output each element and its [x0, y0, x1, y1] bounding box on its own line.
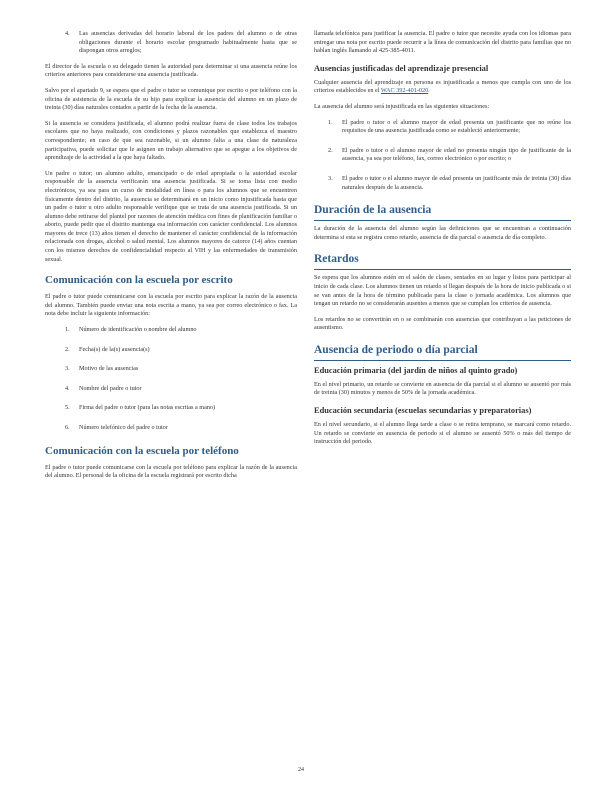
paragraph-text: Cualquier ausencia del aprendizaje en persona es injustificada a menos que cumpla con uno de los criterios establecidos en el	[314, 78, 571, 95]
list-text: Firma del padre o tutor (para las notas escritas a mano)	[79, 404, 216, 412]
list-number: 2.	[65, 345, 70, 353]
paragraph-elementary: En el nivel primario, un retardo se convierte en ausencia de día parcial si el alumno se ausentó por más de treinta (30) minutos y menos de 50% de la jornada académica.	[314, 380, 571, 397]
list-item	[314, 119, 571, 136]
list-text: Número de identificación o nombre del alumno	[79, 326, 197, 334]
heading-absence-duration: Duración de la ausencia	[314, 203, 571, 221]
heading-secondary: Educación secundaria (escuelas secundarias y preparatorias)	[314, 406, 532, 416]
list-text: Las ausencias derivadas del horario laboral de los padres del alumno o de otras obligaciones durante el horario escolar programado habitualmente hasta que se dispongan otros arreglos;	[79, 30, 297, 55]
list-item	[45, 365, 297, 374]
wac-link[interactable]: WAC 392-401-020	[380, 87, 429, 95]
list-item	[45, 346, 297, 355]
paragraph-text-end: .	[428, 87, 430, 95]
list-item	[45, 404, 297, 413]
list-item	[45, 326, 297, 335]
list-item	[314, 175, 571, 192]
list-text: Motivo de las ausencias	[79, 365, 139, 373]
paragraph-tardies: Se espera que los alumnos estén en el salón de clases, sentados en su lugar y listos para participar al inicio de cada clase. Los alumnos tienen un retardo si llegan después de la hora de inicio publicada o si se van antes de la hora de término publicada para la clase o jornada académica. Los alumnos que tengan un retardo no se considerarán ausentes a menos que se cumplan los criterios de ausencia.	[314, 274, 571, 308]
paragraph-written-note: El padre o tutor puede comunicarse con la escuela por escrito para explicar la razón de la ausencia del alumno. También puede enviar una nota escrita a mano, ya sea por correo electrónico o fax. La nota debe incluir la siguiente información:	[45, 293, 297, 318]
paragraph-phone-call: El padre o tutor puede comunicarse con la escuela por teléfono para explicar la razón de la ausencia del alumno. El personal de la oficina de la escuela registrará por escrito dicha	[45, 463, 297, 480]
paragraph-contact-attendance: Salvo por el apartado 9, se espera que el padre o tutor se comunique por escrito o por teléfono con la oficina de asistencia de la escuela de su hijo para explicar la ausencia del alumno en un plazo de treinta (30) días naturales contados a partir de la fecha de la ausencia.	[45, 86, 297, 112]
list-number: 1.	[328, 118, 333, 126]
heading-written-communication: Comunicación con la escuela por escrito	[45, 274, 233, 287]
heading-tardies: Retardos	[314, 252, 571, 270]
list-text: Fecha(s) de la(s) ausencia(s)	[79, 345, 150, 353]
list-item	[45, 385, 297, 394]
paragraph-unexcused-conditions: La ausencia del alumno será injustificada en las siguientes situaciones:	[314, 102, 490, 110]
paragraph-secondary: En el nivel secundario, si el alumno llega tarde a clase o se retira temprano, se marcará como retardo. Un retardo se convierte en ausencia de periodo si el alumno se ausentó 50% o más del tiempo de instrucción del periodo.	[314, 421, 571, 446]
list-text: El padre o tutor o el alumno mayor de edad presenta un justificante más de treinta (30) días naturales después de la ausencia.	[342, 174, 571, 191]
right-column	[314, 30, 571, 454]
list-number: 3.	[328, 174, 333, 182]
heading-elementary: Educación primaria (del jardín de niños al quinto grado)	[314, 365, 518, 375]
page-number: 24	[298, 767, 304, 773]
list-number: 5.	[65, 404, 70, 412]
paragraph-absence-duration: La duración de la ausencia del alumno según las definiciones que se encuentran a continuación determina si esta se registra como retardo, ausencia de día parcial o ausencia de día completo.	[314, 225, 571, 241]
paragraph-verification: Un padre o tutor; un alumno adulto, emancipado o de edad apropiada o la autoridad escolar responsable de la ausencia verificarán una ausencia justificada. Si se toma lista con medio electrónicos, ya sea para un curso de modalidad en línea o para los alumnos que se encuentren físicamente dentro del distrito, la ausencia se determinará en un inicio como injustificada hasta que un padre o tutor u otro adulto responsable verifique que se trata de una ausencia justificada. Si un alumno debe retirarse del plantel por razones de atención médica con fines de planificación familiar o aborto, puede pedir que el distrito mantenga esa información con carácter confidencial. Los alumnos mayores de trece (13) años tienen el derecho de mantener el carácter confidencial de la información relacionada con drogas, alcohol o salud mental. Los alumnos mayores de catorce (14) años cuentan con los mismos derechos de confidencialidad respecto al VIH y las enfermedades de transmisión sexual.	[45, 169, 297, 263]
list-item	[45, 30, 297, 56]
list-number: 4.	[65, 384, 70, 392]
paragraph-director-authority: El director de la escuela o su delegado tienen la autoridad para determinar si una ausencia reúne los criterios anteriores para considerarse una ausencia justificada.	[45, 62, 297, 79]
unexcused-conditions-list	[314, 119, 571, 193]
paragraph-phone-continued: llamada telefónica para justificar la ausencia. El padre o tutor que necesite ayuda con los idiomas para entregar una nota por escrito puede recurrir a la línea de comunicación del distrito para familias que no hablan inglés llamando al 425-385-4011.	[314, 30, 571, 55]
list-text: El padre o tutor o el alumno mayor de edad presenta un justificante que no reúne los requisitos de una ausencia justificada como se estableció anteriormente;	[342, 118, 571, 135]
list-text: Número telefónico del padre o tutor	[79, 424, 168, 431]
list-number: 4.	[65, 30, 70, 37]
list-number: 6.	[65, 424, 70, 431]
paragraph-tardies-truancy: Los retardos no se convertirán en o se combinarán con ausencias que contribuyan a las peticiones de ausentismo.	[314, 315, 571, 332]
heading-phone-communication: Comunicación con la escuela por teléfono	[45, 444, 239, 457]
list-item	[45, 424, 297, 433]
list-item	[314, 147, 571, 164]
paragraph-makeup-work: Si la ausencia se considera justificada, el alumno podrá realizar fuera de clase todos los trabajos escolares que no haya realizado, con condiciones y plazos razonables que establezca el maestro correspondiente; en caso de que sea razonable, si un alumno falta a una clase de naturaleza participativa, puede solicitar que le asignen un trabajo alternativo que se apegue a los objetivos de aprendizaje de la actividad a la que haya faltado.	[45, 119, 297, 162]
heading-partial-absence: Ausencia de periodo o día parcial	[314, 343, 571, 361]
left-column	[45, 30, 297, 488]
paragraph-in-person-criteria	[314, 79, 571, 96]
list-text: Nombre del padre o tutor	[79, 384, 142, 392]
list-number: 1.	[65, 326, 70, 334]
list-number: 2.	[328, 146, 333, 154]
list-text: El padre o tutor o el alumno mayor de edad no presenta ningún tipo de justificante de la ausencia, ya sea por teléfono, fax, correo electrónico o por escrito; o	[342, 146, 571, 163]
heading-in-person-absences: Ausencias justificadas del aprendizaje presencial	[314, 63, 489, 73]
note-requirements-list	[45, 326, 297, 433]
list-number: 3.	[65, 365, 70, 373]
